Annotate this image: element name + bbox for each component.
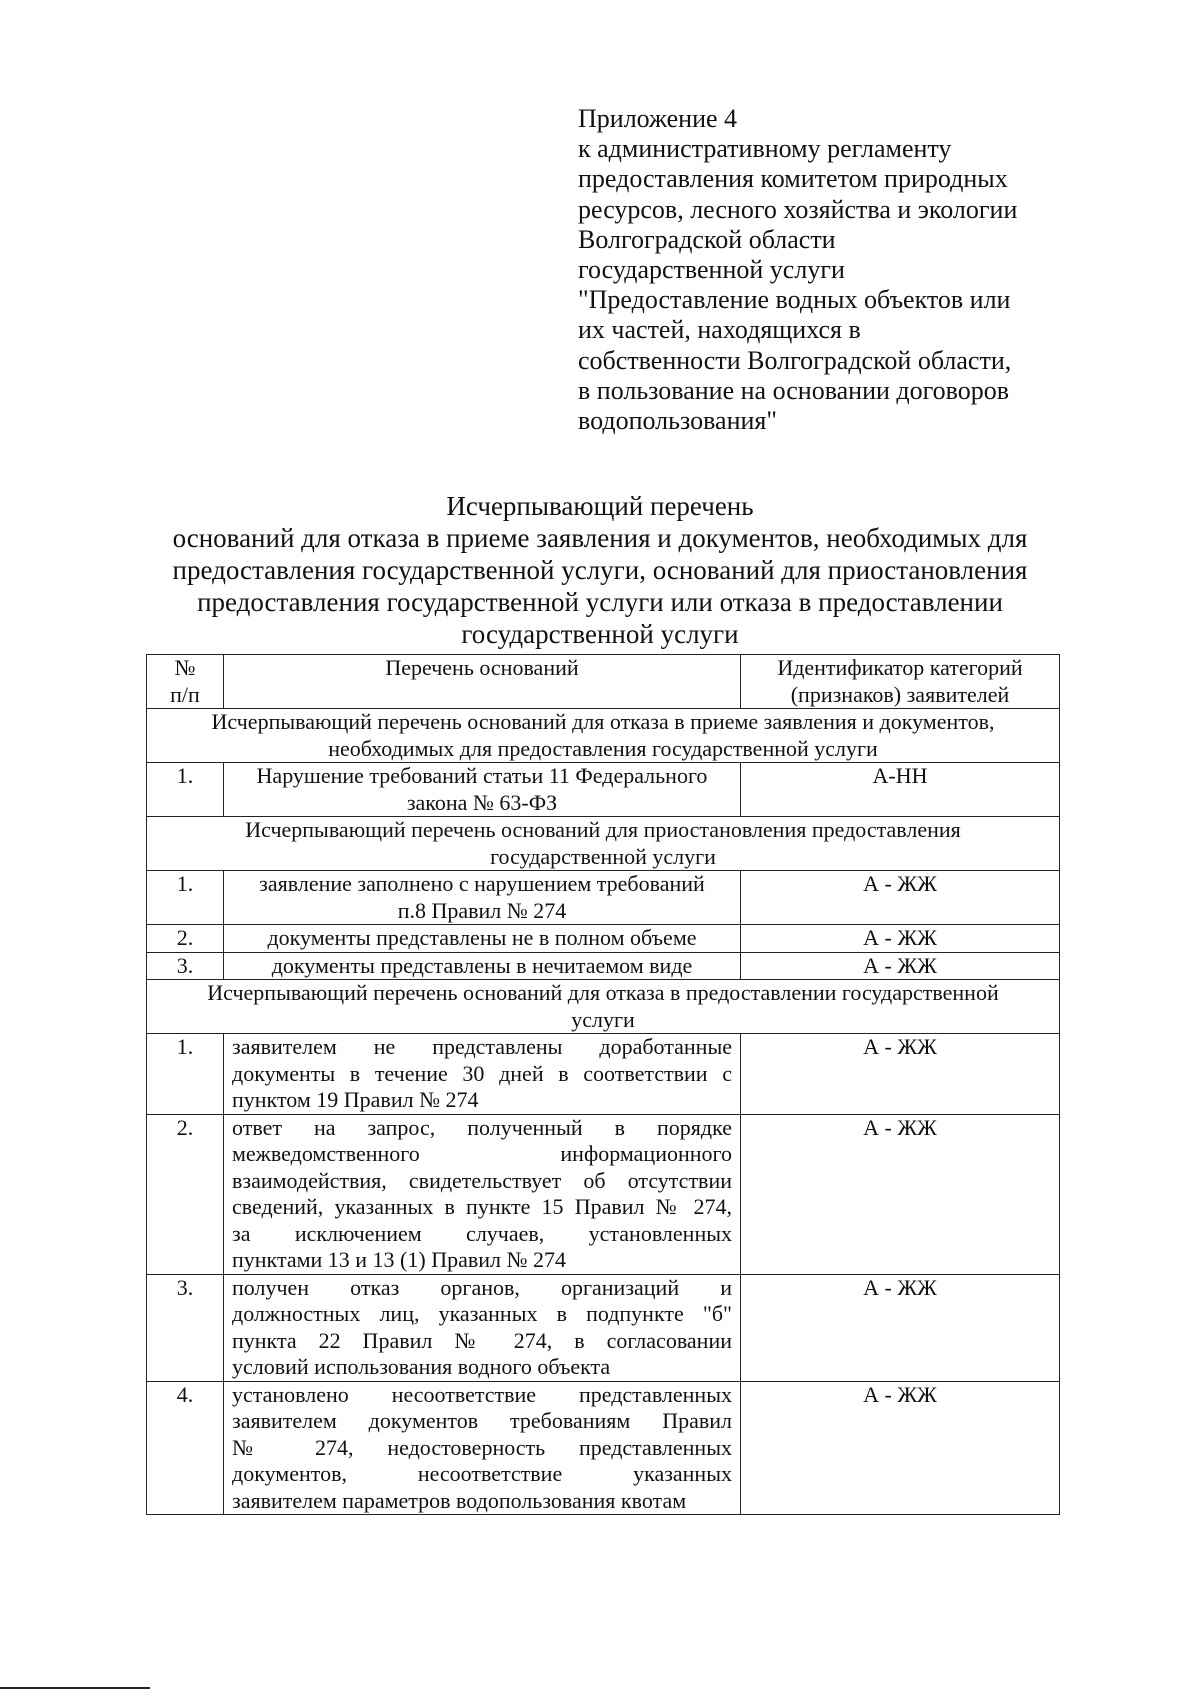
appendix-line: в пользование на основании договоров [578, 375, 1010, 405]
header-reasons: Перечень оснований [224, 655, 741, 709]
row-identifier: А-НН [741, 763, 1060, 817]
appendix-line: государственной услуги [578, 255, 845, 285]
appendix-line: Приложение 4 [578, 104, 738, 133]
row-text: установлено несоответствие представленных заявителем документов требованиям Правил № 274, недостоверность представленных документов, несоответствие указанных заявителем параметров водопользования квотам [224, 1381, 741, 1515]
title-line: предоставления государственной услуги, оснований для приостановления [172, 555, 1028, 585]
header-num: № п/п [147, 655, 224, 709]
row-text: Нарушение требований статьи 11 Федерального закона № 63-ФЗ [224, 763, 741, 817]
row-identifier: А - ЖЖ [741, 1274, 1060, 1381]
row-text: получен отказ органов, организаций и должностных лиц, указанных в подпункте "б" пункта 22 Правил № 274, в согласовании условий использования водного объекта [224, 1274, 741, 1381]
row-num: 3. [147, 1274, 224, 1381]
row-num: 1. [147, 763, 224, 817]
row-text: заявителем не представлены доработанные документы в течение 30 дней в соответствии с пунктом 19 Правил № 274 [224, 1034, 741, 1115]
title-line: предоставления государственной услуги или отказа в предоставлении [197, 587, 1003, 617]
appendix-line: "Предоставление водных объектов или [578, 285, 1011, 315]
row-text: заявление заполнено с нарушением требований п.8 Правил № 274 [224, 871, 741, 925]
footnote-separator [0, 1687, 150, 1689]
row-num: 3. [147, 952, 224, 980]
row-identifier: А - ЖЖ [741, 1034, 1060, 1115]
appendix-line: ресурсов, лесного хозяйства и экологии [578, 194, 1018, 224]
document-title [140, 490, 1060, 650]
header-identifier: Идентификатор категорий (признаков) заявителей [741, 655, 1060, 709]
table-row [147, 1274, 1060, 1381]
row-num: 1. [147, 871, 224, 925]
row-identifier: А - ЖЖ [741, 1381, 1060, 1515]
row-text: ответ на запрос, полученный в порядке межведомственного информационного взаимодействия, свидетельствует об отсутствии сведений, указанных в пункте 15 Правил № 274, за исключением случаев, установленных пунктами 13 и 13 (1) Правил № 274 [224, 1114, 741, 1274]
row-identifier: А - ЖЖ [741, 952, 1060, 980]
row-num: 2. [147, 1114, 224, 1274]
section-title: Исчерпывающий перечень оснований для приостановления предоставления государственной услуги [147, 817, 1060, 871]
section-row [147, 817, 1060, 871]
table-row [147, 1114, 1060, 1274]
row-identifier: А - ЖЖ [741, 871, 1060, 925]
row-text: документы представлены в нечитаемом виде [224, 952, 741, 980]
table-row [147, 871, 1060, 925]
row-identifier: А - ЖЖ [741, 925, 1060, 953]
section-row [147, 980, 1060, 1034]
table-row [147, 952, 1060, 980]
table-row [147, 1381, 1060, 1515]
appendix-line: предоставления комитетом природных [578, 164, 1008, 194]
reasons-table [146, 654, 1060, 1515]
title-line: Исчерпывающий перечень [446, 491, 754, 521]
appendix-line: Волгоградской области [578, 224, 836, 254]
row-num: 4. [147, 1381, 224, 1515]
table-row [147, 1034, 1060, 1115]
appendix-line: собственности Волгоградской области, [578, 345, 1012, 375]
appendix-line: к административному регламенту [578, 134, 952, 164]
row-num: 1. [147, 1034, 224, 1115]
title-line: оснований для отказа в приеме заявления и документов, необходимых для [172, 523, 1028, 553]
section-row [147, 709, 1060, 763]
appendix-line: их частей, находящихся в [578, 315, 861, 345]
row-identifier: А - ЖЖ [741, 1114, 1060, 1274]
table-header-row [147, 655, 1060, 709]
table-row [147, 763, 1060, 817]
section-title: Исчерпывающий перечень оснований для отказа в предоставлении государственной услуги [147, 980, 1060, 1034]
row-text: документы представлены не в полном объеме [224, 925, 741, 953]
appendix-line: водопользования" [578, 406, 777, 436]
table-row [147, 925, 1060, 953]
row-num: 2. [147, 925, 224, 953]
title-line: государственной услуги [461, 619, 739, 649]
section-title: Исчерпывающий перечень оснований для отказа в приеме заявления и документов, необходимых для предоставления государственной услуги [147, 709, 1060, 763]
appendix-block [578, 104, 1178, 436]
